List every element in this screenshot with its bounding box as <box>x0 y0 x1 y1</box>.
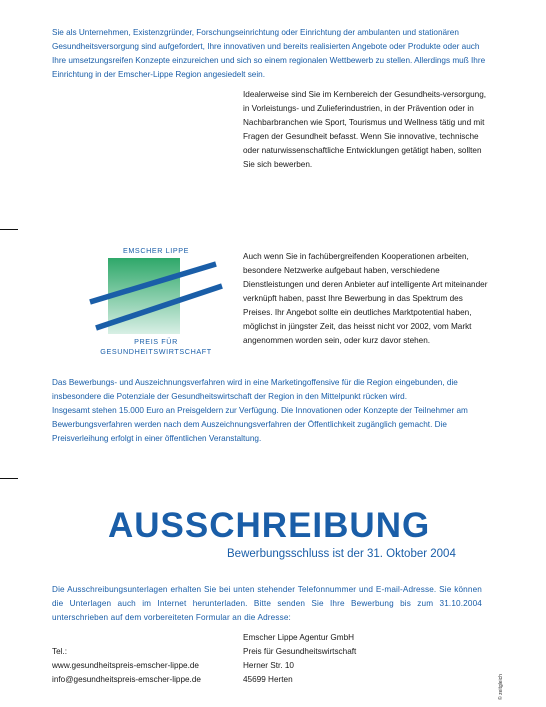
middle-text <box>52 376 492 446</box>
phone-label: Tel.: <box>52 647 68 656</box>
emscher-lippe-logo <box>88 246 224 358</box>
column-text-1: Idealerweise sind Sie im Kernbereich der Gesundheits-versorgung, in Vorleistungs- und Zulieferindustrien, in der Prävention oder in Nachbarbranchen wie Sport, Tourismus und Wellness tätig und mit Fragen der Gesundheit befasst. Wenn Sie innovative, technische oder naturwissenschaftliche Entwicklungen getätigt haben, sollten Sie sich bewerben. <box>243 90 487 169</box>
middle-paragraph-2: Insgesamt stehen 15.000 Euro an Preisgeldern zur Verfügung. Die Innovationen oder Konzepte der Teilnehmer am Bewerbungsverfahren werden nach dem Auszeichnungsverfahren der Öffentlichkeit zugänglich gemacht. Die Preisverleihung erfolgt in einer öffentlichen Veranstaltung. <box>52 406 468 443</box>
postal-address <box>243 631 356 687</box>
intro-paragraph: Sie als Unternehmen, Existenzgründer, Forschungseinrichtung oder Einrichtung der ambulanten und stationären Gesundheitsversorgung sind aufgefordert, Ihre innovativen und bereits realisierten Angebote oder Produkte oder auch Ihre umsetzungsreifen Konzepte einzureichen und sich so einem regionalen Wettbewerb zu stellen. Allerdings muß Ihre Einrichtung in der Emscher-Lippe Region angesiedelt sein. <box>52 28 486 79</box>
address-line-3: Herner Str. 10 <box>243 661 294 670</box>
contact-details <box>52 645 201 687</box>
logo-line-2: GESUNDHEITSWIRTSCHAFT <box>100 347 212 356</box>
logo-graphic <box>88 256 224 340</box>
design-credit: © zeitgleich <box>498 674 504 700</box>
deadline-subtitle: Bewerbungsschluss ist der 31. Oktober 2004 <box>227 548 456 560</box>
crop-mark-bottom <box>0 478 18 479</box>
page-title: AUSSCHREIBUNG <box>108 506 431 545</box>
address-line-4: 45699 Herten <box>243 675 293 684</box>
address-line-2: Preis für Gesundheitswirtschaft <box>243 647 357 656</box>
logo-line-1: PREIS FÜR <box>134 337 178 346</box>
website-link[interactable]: www.gesundheitspreis-emscher-lippe.de <box>52 661 199 670</box>
column-text-2: Auch wenn Sie in fachübergreifenden Kooperationen arbeiten, besondere Netzwerke aufgebaut haben, verschiedene Dienstleistungen und deren Anbieter auf intelligente Art miteinander verknüpft haben, passt Ihre Bewerbung in das Spektrum des Preises. Ihr Angebot sollte ein deutliches Marktpotential haben, möglichst in jüngster Zeit, das heisst nicht vor 2002, vom Markt angenommen worden sein, oder kurz davor stehen. <box>243 252 488 345</box>
crop-mark-top <box>0 229 18 230</box>
logo-top-text: EMSCHER LIPPE <box>122 246 190 255</box>
application-instructions: Die Ausschreibungsunterlagen erhalten Sie bei unten stehender Telefonnummer und E-mail-Adresse. Sie können die Unterlagen auch im Internet herunterladen. Bitte senden Sie Ihre Bewerbung bis zum 31.10.2004 unterschrieben auf dem vorbereiteten Formular an die Adresse: <box>52 585 482 622</box>
middle-paragraph-1: Das Bewerbungs- und Auszeichnungsverfahren wird in eine Marketingoffensive für die Region eingebunden, die insbesondere die Potenziale der Gesundheitswirtschaft der Region in den Mittelpunkt rücken wird. <box>52 378 458 401</box>
email-link[interactable]: info@gesundheitspreis-emscher-lippe.de <box>52 675 201 684</box>
address-line-1: Emscher Lippe Agentur GmbH <box>243 633 355 642</box>
